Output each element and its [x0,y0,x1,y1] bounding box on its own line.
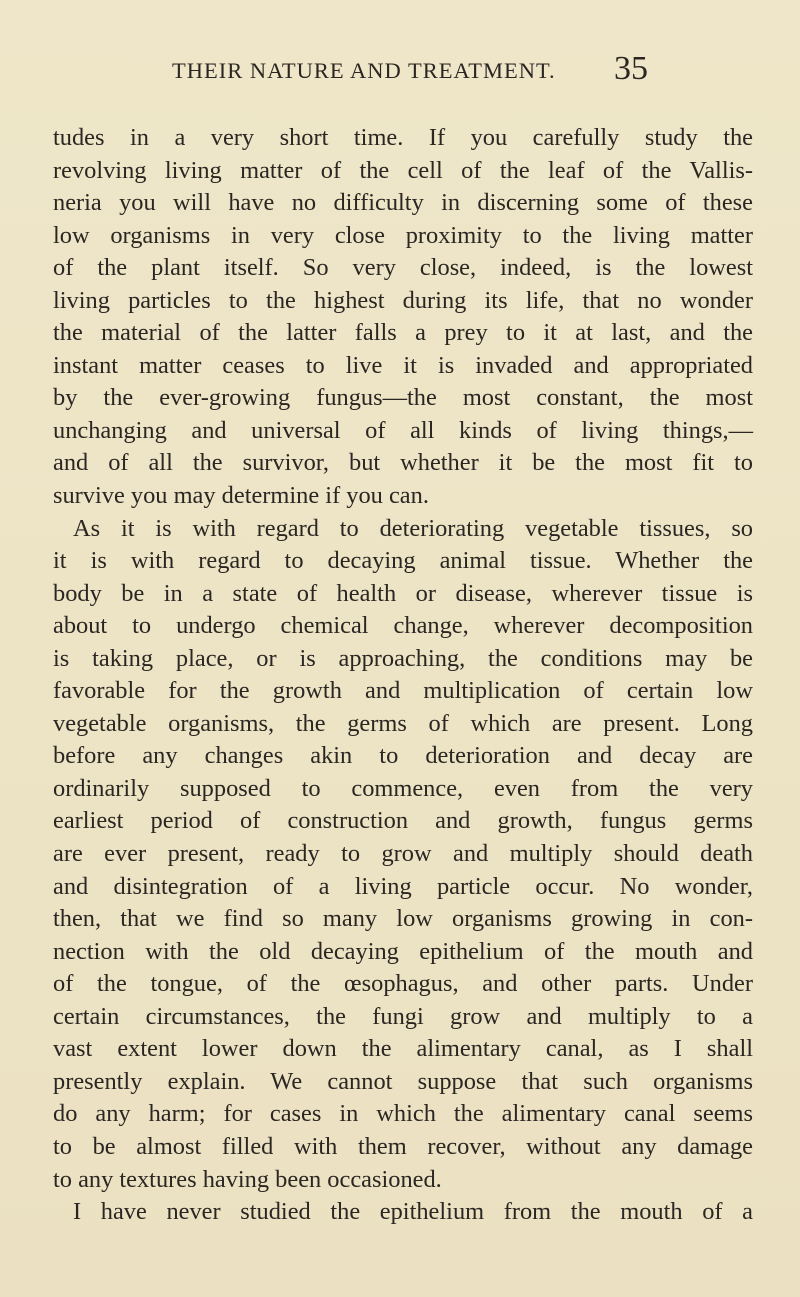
text-line: of the tongue, of the œsophagus, and other parts. Under [53,970,753,998]
text-line: body be in a state of health or disease, wherever tissue is [53,579,753,607]
text-line: revolving living matter of the cell of the leaf of the Vallis- [53,156,753,184]
page-number: 35 [614,50,648,87]
text-line: neria you will have no difficulty in discerning some of these [53,189,753,217]
text-line: is taking place, or is approaching, the conditions may be [53,644,753,672]
text-line: unchanging and universal of all kinds of living things,— [53,416,753,444]
text-line: nection with the old decaying epithelium of the mouth and [53,937,753,965]
text-line: do any harm; for cases in which the alimentary canal seems [53,1100,753,1128]
paragraph-start-line: As it is with regard to deteriorating vegetable tissues, so [73,514,753,542]
text-line: before any changes akin to deterioration and decay are [53,742,753,770]
text-line: low organisms in very close proximity to the living matter [53,221,753,249]
running-head: THEIR NATURE AND TREATMENT. [172,58,556,83]
text-line: about to undergo chemical change, wherever decomposition [53,612,753,640]
text-line: to any textures having been occasioned. [53,1165,442,1193]
text-line: vast extent lower down the alimentary canal, as I shall [53,1035,753,1063]
text-line: ordinarily supposed to commence, even from the very [53,774,753,802]
text-line: of the plant itself. So very close, indeed, is the lowest [53,254,753,282]
text-line: living particles to the highest during its life, that no wonder [53,286,753,314]
text-line: then, that we find so many low organisms growing in con- [53,905,753,933]
text-line: the material of the latter falls a prey to it at last, and the [53,319,753,347]
text-line: it is with regard to decaying animal tissue. Whether the [53,547,753,575]
text-line: are ever present, ready to grow and multiply should death [53,840,753,868]
text-line: tudes in a very short time. If you carefully study the [53,124,753,151]
text-line: and disintegration of a living particle occur. No wonder, [53,872,753,900]
text-line: and of all the survivor, but whether it be the most fit to [53,449,753,477]
text-line: presently explain. We cannot suppose that such organisms [53,1067,753,1095]
text-line: survive you may determine if you can. [53,482,429,510]
text-line: instant matter ceases to live it is invaded and appropriated [53,351,753,379]
text-line: to be almost filled with them recover, without any damage [53,1132,753,1160]
text-line: certain circumstances, the fungi grow and multiply to a [53,1002,753,1030]
body-text [53,122,753,1229]
text-line: earliest period of construction and growth, fungus germs [53,807,753,835]
text-line: favorable for the growth and multiplication of certain low [53,677,753,705]
text-line: by the ever-growing fungus—the most constant, the most [53,384,753,412]
text-line: vegetable organisms, the germs of which are present. Long [53,709,753,737]
paragraph-start-line: I have never studied the epithelium from the mouth of a [73,1198,753,1226]
